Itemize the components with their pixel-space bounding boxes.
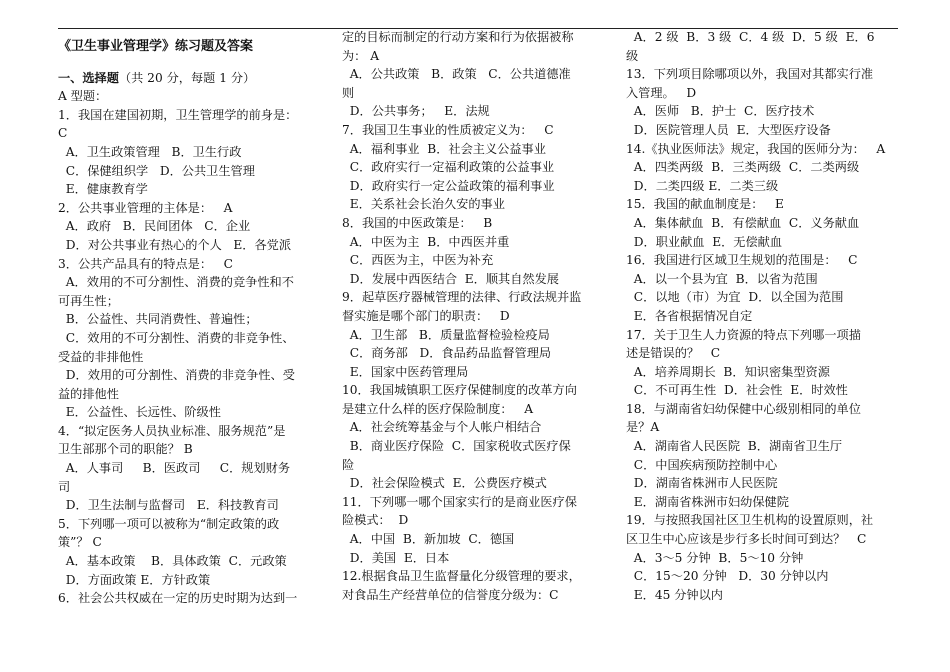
question-text-line: D．发展中西医结合 E．顺其自然发展 (342, 271, 559, 286)
question-text-line: A．社会统筹基金与个人帐户相结合 (342, 420, 542, 435)
question-text-line: 7．我国卫生事业的性质被定义为： C (342, 122, 554, 137)
question-text-line: A．效用的不可分割性、消费的竞争性和不 (58, 275, 294, 290)
question-text-line: C．商务部 D．食品药品监督管理局 (342, 346, 552, 361)
question-text-line: C．15～20 分钟 D．30 分钟以内 (626, 569, 829, 584)
question-text-line: E．健康教育学 (58, 182, 148, 197)
question-text-line: E．国家中医药管理局 (342, 364, 469, 379)
question-text-line: 区卫生中心应该是步行多长时间可到达？ C (626, 532, 867, 547)
question-text-line: D．效用的可分割性、消费的非竞争性、受 (58, 368, 295, 383)
question-text-line: A．人事司 B．医政司 C．规划财务 (58, 461, 291, 476)
question-text-line: A．中医为主 B．中西医并重 (342, 234, 510, 249)
question-text-line: A．公共政策 B．政策 C．公共道德准 (342, 67, 571, 82)
question-text-line: E．关系社会长治久安的事业 (342, 197, 505, 212)
question-text-line: D．湖南省株洲市人民医院 (626, 476, 778, 491)
question-text-line: 述是错误的？ C (626, 346, 721, 361)
question-text-line: 5．下列哪一项可以被称为“制定政策的政 (58, 516, 280, 531)
question-text-line: D．二类四级 E．二类三级 (626, 178, 779, 193)
question-text-line: 益的排他性 (58, 386, 119, 401)
question-text-line: 17．关于卫生人力资源的特点下列哪一项描 (626, 327, 861, 342)
question-text-line: C．中国疾病预防控制中心 (626, 457, 778, 472)
question-text-line: 12.根据食品卫生监督量化分级管理的要求， (342, 569, 581, 584)
question-text-line: C．以地（市）为宜 D．以全国为范围 (626, 290, 844, 305)
question-text-line: D．社会保险模式 E．公费医疗模式 (342, 476, 547, 491)
question-text-line: C．不可再生性 D．社会性 E．时效性 (626, 383, 848, 398)
question-text-line: A．湖南省人民医院 B．湖南省卫生厅 (626, 439, 843, 454)
question-text-line: A 型题： (58, 89, 108, 104)
column-middle (342, 28, 610, 604)
question-text-line: 卫生部那个司的职能？ B (58, 442, 193, 457)
question-text-line: C．政府实行一定福利政策的公益事业 (342, 160, 555, 175)
question-text-line: 15．我国的献血制度是： E (626, 197, 784, 212)
question-text-line: 8．我国的中医政策是： B (342, 215, 493, 230)
question-text-line: A．2 级 B．3 级 C．4 级 D．5 级 E．6 (626, 30, 875, 44)
section-heading (58, 69, 324, 88)
question-text-line: 策”？ C (58, 535, 102, 550)
column-right-lines (626, 28, 898, 604)
question-text-line: A．集体献血 B．有偿献血 C．义务献血 (626, 215, 860, 230)
question-text-line: 11．下列哪一哪个国家实行的是商业医疗保 (342, 494, 577, 509)
question-text-line: 6．社会公共权威在一定的历史时期为达到一 (58, 591, 298, 606)
question-text-line: D．职业献血 E．无偿献血 (626, 234, 783, 249)
section-head: 一、选择题 (58, 70, 119, 85)
question-text-line: 10．我国城镇职工医疗保健制度的改革方向 (342, 383, 577, 398)
question-text-line: 受益的非排他性 (58, 349, 144, 364)
question-text-line: A．四类两级 B．三类两级 C．二类两级 (626, 160, 860, 175)
column-left (58, 28, 324, 608)
question-text-line: A．培养周期长 B．知识密集型资源 (626, 364, 830, 379)
question-text-line: A．卫生政策管理 B．卫生行政 (58, 144, 242, 159)
question-text-line: 14.《执业医师法》规定，我国的医师分为： A (626, 141, 886, 156)
section-note: （共 20 分，每题 1 分） (118, 70, 256, 85)
question-text-line: D．美国 E．日本 (342, 550, 450, 565)
question-text-line: D．对公共事业有热心的个人 E．各党派 (58, 237, 292, 252)
question-text-line: B．商业医疗保险 C．国家税收式医疗保 (342, 439, 571, 454)
question-text-line: 9．起草医疗器械管理的法律、行政法规并监 (342, 290, 582, 305)
question-text-line: 4．“拟定医务人员执业标准、服务规范”是 (58, 423, 286, 438)
question-text-line: C (58, 126, 68, 141)
column-left-lines (58, 87, 324, 608)
question-text-line: E．公益性、长远性、阶级性 (58, 405, 221, 420)
document-title: 《卫生事业管理学》练习题及答案 (58, 39, 254, 54)
question-text-line: D．卫生法制与监督司 E．科技教育司 (58, 498, 279, 513)
question-text-line: A．3～5 分钟 B．5～10 分钟 (626, 550, 804, 565)
question-text-line: 1．我国在建国初期，卫生管理学的前身是： (58, 107, 298, 122)
question-text-line: D．政府实行一定公益政策的福利事业 (342, 178, 555, 193)
question-text-line: 可再生性； (58, 293, 119, 308)
question-text-line: 定的目标而制定的行动方案和行为依据被称 (342, 30, 574, 44)
question-text-line: 3．公共产品具有的特点是： C (58, 256, 233, 271)
question-text-line: 险模式： D (342, 513, 409, 528)
question-text-line: A．中国 B．新加坡 C．德国 (342, 532, 515, 547)
column-right (626, 28, 898, 604)
question-text-line: A．政府 B．民间团体 C．企业 (58, 219, 251, 234)
question-text-line: 险 (342, 457, 355, 472)
question-text-line: D．方面政策 E．方针政策 (58, 572, 211, 587)
question-text-line: A．基本政策 B．具体政策 C．元政策 (58, 554, 287, 569)
question-text-line: 入管理。 D (626, 85, 697, 100)
question-text-line: C．效用的不可分割性、消费的非竞争性、 (58, 330, 295, 345)
question-text-line: 19．与按照我国社区卫生机构的设置原则，社 (626, 513, 874, 528)
question-text-line: E．各省根据情况自定 (626, 308, 753, 323)
question-text-line: E．45 分钟以内 (626, 587, 723, 602)
question-text-line: 督实施是哪个部门的职责： D (342, 308, 510, 323)
question-text-line: 则 (342, 85, 355, 100)
question-text-line: 13．下列项目除哪项以外，我国对其都实行准 (626, 67, 874, 82)
question-text-line: 级 (626, 48, 639, 63)
question-text-line: 是？A (626, 420, 660, 435)
question-text-line: 2．公共事业管理的主体是： A (58, 200, 233, 215)
column-middle-lines (342, 28, 610, 604)
question-text-line: A．福利事业 B．社会主义公益事业 (342, 141, 546, 156)
question-text-line: A．以一个县为宜 B．以省为范围 (626, 271, 818, 286)
question-text-line: E．湖南省株洲市妇幼保健院 (626, 494, 789, 509)
question-text-line: 16．我国进行区域卫生规划的范围是： C (626, 253, 858, 268)
question-text-line: B．公益性、共同消费性、普遍性； (58, 312, 258, 327)
question-text-line: D．医院管理人员 E．大型医疗设备 (626, 122, 831, 137)
question-text-line: A．卫生部 B．质量监督检验检疫局 (342, 327, 550, 342)
question-text-line: 为： A (342, 48, 380, 63)
question-text-line: C．西医为主，中医为补充 (342, 253, 494, 268)
question-text-line: C．保健组织学 D．公共卫生管理 (58, 163, 255, 178)
question-text-line: 对食品生产经营单位的信誉度分级为：C (342, 587, 559, 602)
question-text-line: D．公共事务； E．法规 (342, 104, 490, 119)
question-text-line: 司 (58, 479, 71, 494)
question-text-line: 18．与湖南省妇幼保健中心级别相同的单位 (626, 401, 861, 416)
question-text-line: A．医师 B．护士 C．医疗技术 (626, 104, 815, 119)
question-text-line: 是建立什么样的医疗保险制度： A (342, 401, 534, 416)
